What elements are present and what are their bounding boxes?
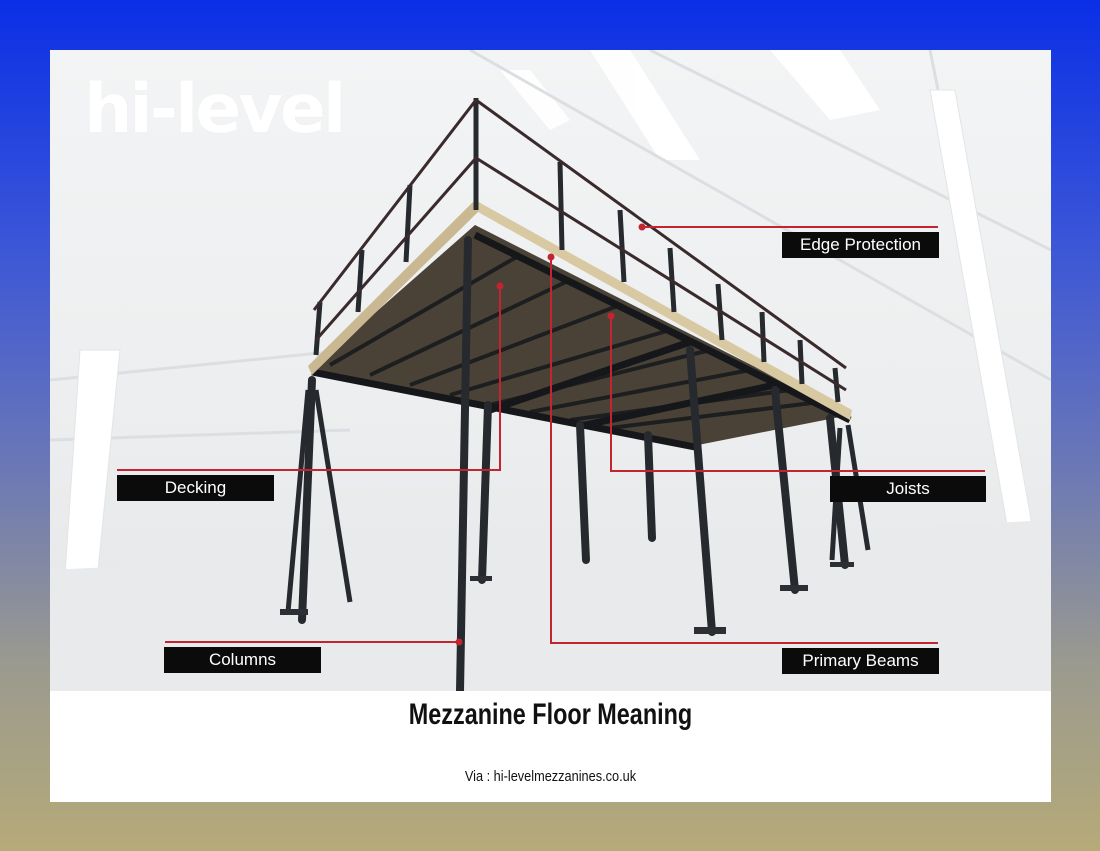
caption-title: Mezzanine Floor Meaning (408, 698, 693, 731)
label-primary-beams: Primary Beams (782, 648, 939, 674)
hi-level-logo: hi-level (84, 70, 344, 149)
figure-card (50, 50, 1051, 802)
caption-source: Via : hi-levelmezzanines.co.uk (464, 768, 637, 785)
label-edge-protection: Edge Protection (782, 232, 939, 258)
label-decking: Decking (117, 475, 274, 501)
mezzanine-photo (50, 50, 1051, 691)
roof-skylights (500, 50, 880, 160)
label-joists: Joists (830, 476, 986, 502)
label-columns: Columns (164, 647, 321, 673)
deck-underside (310, 225, 850, 445)
